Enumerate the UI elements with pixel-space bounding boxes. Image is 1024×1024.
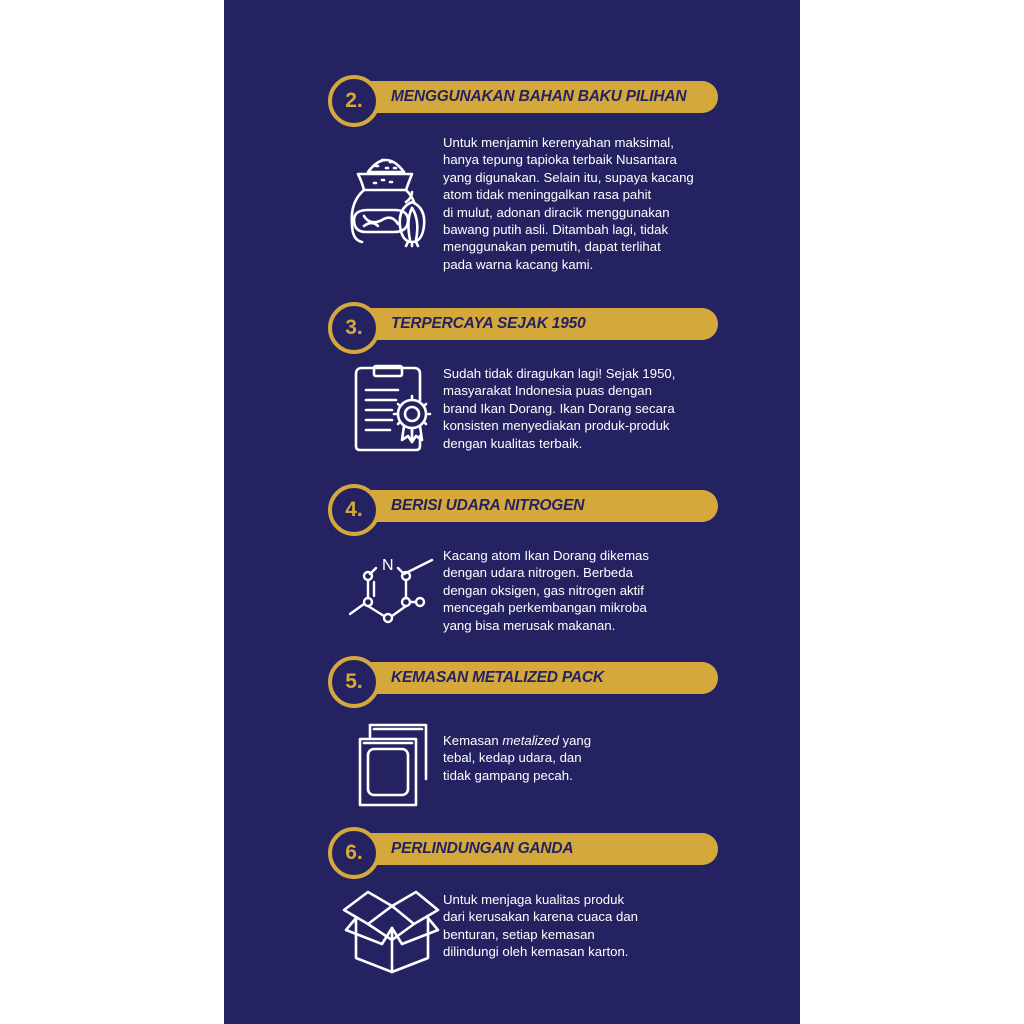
infographic-panel: [224, 0, 800, 1024]
package-pouch-icon: [356, 719, 436, 809]
section-number-badge: 4.: [328, 484, 380, 536]
section-description: [443, 732, 733, 784]
description-text: yang tebal, kedap udara, dan tidak gampang pecah.: [443, 733, 592, 783]
certificate-icon: [352, 364, 436, 452]
svg-text:N: N: [382, 557, 394, 574]
section-number-badge: 3.: [328, 302, 380, 354]
section-description: Untuk menjaga kualitas produk dari kerusakan karena cuaca dan benturan, setiap kemasan dilindungi oleh kemasan karton.: [443, 892, 639, 960]
nitrogen-molecule-icon: [346, 554, 438, 624]
description-emphasis: metalized: [502, 733, 559, 748]
description-text: Kemasan: [443, 733, 503, 748]
section-description: Kacang atom Ikan Dorang dikemas dengan udara nitrogen. Berbeda dengan oksigen, gas nitrogen aktif mencegah perkembangan mikroba yang bisa merusak makanan.: [443, 548, 649, 633]
section-number-badge: 6.: [328, 827, 380, 879]
section-number-badge: 2.: [328, 75, 380, 127]
section-number-badge: 5.: [328, 656, 380, 708]
section-description: Untuk menjamin kerenyahan maksimal, hanya tepung tapioka terbaik Nusantara yang digunakan. Selain itu, supaya kacang atom tidak meninggalkan rasa pahit di mulut, adonan diracik menggunakan bawang putih asli. Ditambah lagi, tidak menggunakan pemutih, dapat terlihat pada warna kacang kami.: [443, 135, 694, 272]
section-title: KEMASAN METALIZED PACK: [391, 669, 604, 686]
section-title: PERLINDUNGAN GANDA: [391, 840, 574, 857]
flour-sack-peanut-garlic-icon: [342, 150, 434, 248]
section-title: BERISI UDARA NITROGEN: [391, 497, 585, 514]
section-description: Sudah tidak diragukan lagi! Sejak 1950, masyarakat Indonesia puas dengan brand Ikan Dorang. Ikan Dorang secara konsisten menyediakan produk-produk dengan kualitas terbaik.: [443, 366, 676, 451]
open-box-icon: [342, 888, 440, 976]
section-title: MENGGUNAKAN BAHAN BAKU PILIHAN: [391, 88, 687, 105]
section-title: TERPERCAYA SEJAK 1950: [391, 315, 586, 332]
